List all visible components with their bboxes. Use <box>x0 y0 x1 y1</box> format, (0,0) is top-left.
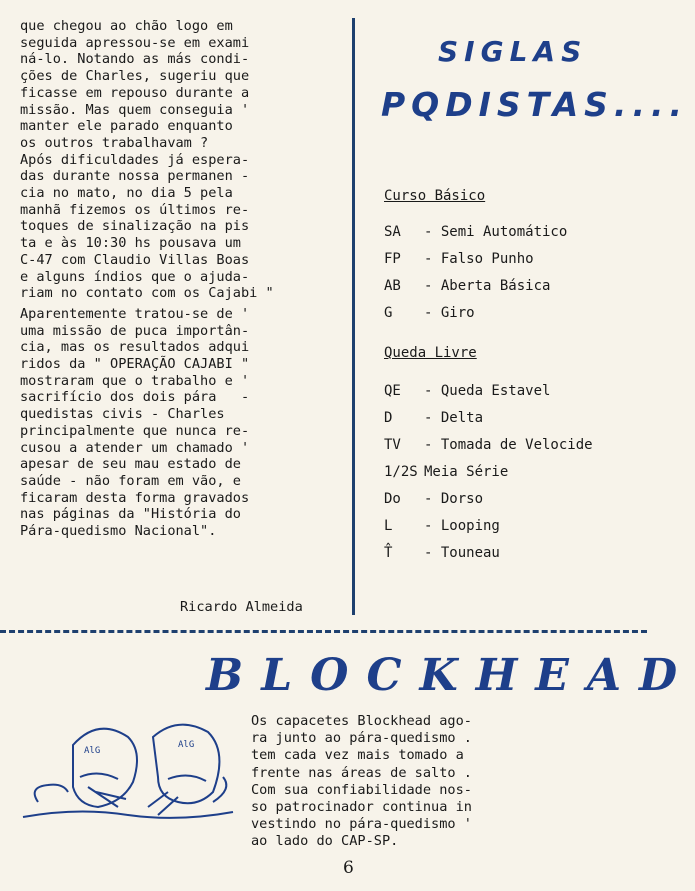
article-left-column <box>20 18 340 544</box>
queda_livre-code: TV <box>384 437 401 453</box>
queda_livre-code: D <box>384 410 393 426</box>
helmet-label-right: AlG <box>178 740 195 750</box>
siglas-title-line1: SIGLAS <box>438 35 588 68</box>
curso_basico-desc: - Aberta Básica <box>424 278 551 294</box>
section-divider <box>0 630 647 633</box>
queda_livre-item <box>384 491 483 507</box>
article-paragraph-2: Aparentemente tratou-se de ' uma missão de puca importân- cia, mas os resultados adqui ridos da " OPERAÇÃO CAJABI " mostraram que o trabalho e ' sacrifício dos dois pára - quedistas civis - Charles principalmente que nunca re- cusou a atender um chamado ' apesar de seu mau estado de saúde - não foram em vão, e ficaram desta forma gravados nas páginas da "História do Pára-quedismo Nacional". <box>20 305 250 540</box>
queda_livre-item <box>384 383 550 399</box>
curso_basico-item <box>384 224 567 240</box>
queda_livre-code: QE <box>384 383 401 399</box>
curso_basico-code: SA <box>384 224 401 240</box>
queda_livre-code: L <box>384 518 393 534</box>
curso_basico-item <box>384 278 550 294</box>
curso_basico-desc: - Giro <box>424 305 475 321</box>
ad-line: Com sua confiabilidade nos- <box>251 781 472 798</box>
queda_livre-item <box>384 545 500 561</box>
blockhead-title: BLOCKHEAD <box>206 650 695 701</box>
queda-livre-heading: Queda Livre <box>384 345 477 361</box>
curso_basico-item <box>384 305 475 321</box>
curso-basico-heading: Curso Básico <box>384 188 486 204</box>
queda_livre-code: 1/2S <box>384 464 418 480</box>
queda_livre-code: T̂ <box>384 545 393 561</box>
ad-line: so patrocinador continua in <box>251 799 472 816</box>
blockhead-ad-text <box>251 713 472 851</box>
page-number: 6 <box>343 858 354 878</box>
queda_livre-desc: - Touneau <box>424 545 500 561</box>
helmets-illustration <box>18 707 240 827</box>
queda_livre-item <box>384 437 593 453</box>
queda_livre-desc: - Queda Estavel <box>424 383 551 399</box>
ad-line: ao lado do CAP-SP. <box>251 833 399 850</box>
queda_livre-desc: - Delta <box>424 410 484 426</box>
curso_basico-code: FP <box>384 251 401 267</box>
column-divider <box>352 18 355 615</box>
curso_basico-code: G <box>384 305 393 321</box>
queda_livre-item <box>384 518 500 534</box>
curso_basico-desc: - Falso Punho <box>424 251 534 267</box>
curso_basico-item <box>384 251 534 267</box>
ad-line: frente nas áreas de salto . <box>251 764 472 781</box>
author-signature: Ricardo Almeida <box>180 599 303 615</box>
queda_livre-desc: - Looping <box>424 518 500 534</box>
siglas-title-line2: PQDISTAS.... <box>381 85 689 124</box>
ad-line: Os capacetes Blockhead ago- <box>251 713 472 729</box>
queda_livre-code: Do <box>384 491 401 507</box>
queda_livre-desc: - Tomada de Velocide <box>424 437 593 453</box>
curso_basico-desc: - Semi Automático <box>424 224 568 240</box>
queda_livre-item <box>384 464 508 480</box>
ad-line: tem cada vez mais tomado a <box>251 747 464 764</box>
ad-line: vestindo no pára-quedismo ' <box>251 816 472 833</box>
queda_livre-desc: Meia Série <box>424 464 509 480</box>
ad-line: ra junto ao pára-quedismo . <box>251 730 472 747</box>
helmet-label-left: AlG <box>84 746 101 756</box>
curso_basico-code: AB <box>384 278 401 294</box>
article-paragraph-1: que chegou ao chão logo em seguida apressou-se em exami ná-lo. Notando as más condi- ções de Charles, sugeriu que ficasse em repouso durante a missão. Mas quem conseguia ' manter ele parado enquanto os outros trabalhavam ? Após dificuldades já espera- das durante nossa permanen - cia no mato, no dia 5 pela manhã fizemos os últimos re- toques de sinalização na pis ta e às 10:30 hs pousava um C-47 com Claudio Villas Boas e alguns índios que o ajuda- riam no contato com os Cajabi " <box>20 18 274 302</box>
queda_livre-desc: - Dorso <box>424 491 484 507</box>
queda_livre-item <box>384 410 483 426</box>
